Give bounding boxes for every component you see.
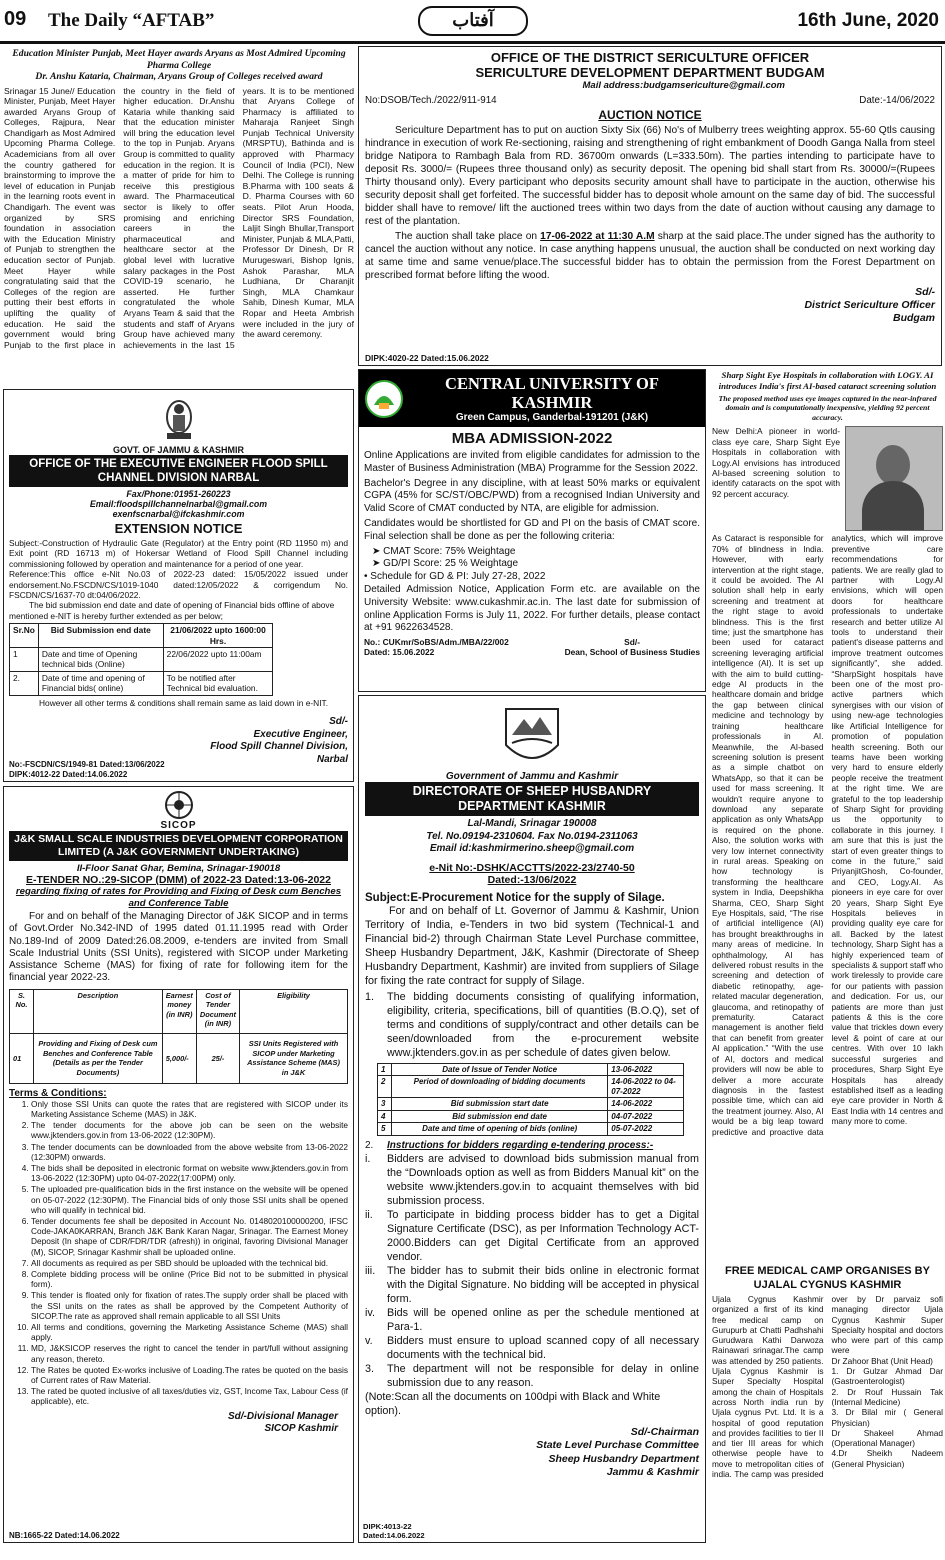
auction-datetime: 17-06-2022 at 11:30 A.M — [540, 231, 655, 242]
article-body: Srinagar 15 June// Education Minister, Punjab, Meet Hayer awarded Aryans Group of Colleges, Rajpura, Near Chandigarh as Most Admired Upcoming Pharma College. Academicians from all over the country gathered for brainstorming to improve the level of education in Punjab in the learning roots event in Chandigarh. The event was organized by SRS foundation in association with the Education Ministry of Punjab to strengthen the education sector of Punjab. Meet Hayer while congratulating said that the Colleges of the region are putting their best efforts in uplifting the quality of education. He said the government would bring Punjab to the first place in the country in the field of higher education. Dr.Anshu Kataria while thanking said that the education minister will bring the education level to the top in Punjab. Aryans Group is committed to quality education in the region. It is a matter of pride for him to receive this prestigious award. The Pharmaceutical sector is likely to offer promising and enriching careers in the pharmaceutical and healthcare sector at the global level with lucrative salary packages in the Post COVID-19 scenario, he asserted. He further congratulated the whole Aryans Team & said that the students and staff of Aryans Group have achieved many achievements in the last 15 years. It is to be mentioned that Aryans College of Pharmacy is affiliated to Maharaja Ranjeet Singh Punjab Technical University (MRSPTU), Bathinda and is approved with Pharmacy Council of India (PCI), New Delhi. The College is running B.Pharma with 100 seats & D. Pharma Courses with 60 seats. Pilot Arun Hooda, Director SRS Foundation, Laljit Singh Bhullar,Transport Minister, Punjab & MLA,Patti, Professor Dr Dinesh, Dr R Murugeswari, Bishop Ignis, Ashok Parashar, MLA Ludhiana, Dr Charanjit Singh, MLA Chamkaur Sahib, Dinesh Kumar, MLA Ropar and Heeta Ambrish were included in the jury of the award ceremony. — [4, 85, 354, 350]
national-emblem-icon — [159, 395, 199, 443]
terms-list — [9, 1099, 348, 1407]
subject-text: Subject:E-Procurement Notice for the supply of Silage. — [365, 891, 665, 904]
note-text: (Note:Scan all the documents on 100dpi with Black and White option). — [365, 1390, 661, 1417]
newspaper-name: The Daily “AFTAB” — [48, 10, 215, 31]
tender-number: E-TENDER NO.:29-SICOP (DMM) of 2022-23 Dated:13-06-2022 — [26, 874, 331, 886]
portrait-photo — [845, 426, 943, 531]
news-aryans-article — [4, 48, 354, 386]
paragraph-1: Online Applications are invited from eligible candidates for admission to the Master of Business Administration (MBA) Programme for the Session 2022. — [364, 450, 700, 474]
article-body: As Cataract is responsible for 70% of blindness in India. However, with early intervention at the right stage, it could be avoided. The AI solution shall help in early screening and treatment at the right stage to avoid blindness. This is the first time; just the smartphone has been used for cataract screening leveraging artificial intelligence (AI). It is set up with the aim to build cutting-edge AI products in the healthcare domain and bridge the gap between clinical medicine and technology by training healthcare professionals in AI. Meanwhile, the AI-based screening solution is present as a simple chatbot on WhatsApp, so that it can be used for mass screening. It wouldn't require anyone to download any separate application as only WhatsApp is required on the phone. Also, the solution works with very low internet connectivity in rural areas. Speaking on how technology is transforming the healthcare system in India, Deepshikha Sharma, CEO, Sharp Sight Eye Hospitals, said, “The rise of artificial intelligence (AI) has brought breakthroughs in many areas of medicine. In ophthalmology, AI has delivered robust results in the screening and detection of diabetic retinopathy, age-related macular degeneration, glaucoma, and retinopathy of prematurity. Cataract management is another field that can benefit from greater AI application.” “With the use of AI, doctors and medical providers will now be able to deliver a more accurate diagnosis in the fastest possible time, which can aid the treatment journey. Also, AI would be a big leap toward predictive and proactive data analytics, which will improve preventive care recommendations for patients. We are really glad to partner with Logy.AI envisions, which will open doors for healthcare professionals to undertake research and better utilize AI tools to understand their patient's disease patterns and improve treatment outcomes significantly”, she added. “SharpSight hospitals have been one of the most pro-active partners which synergises with our vision of using new-age technologies like Artificial Intelligence for promotion of population health screening. Both our teams have been working very hard to ensure elderly people receive the treatment at the right time. We are grateful to the top leadership of Sharp Sight for providing us the opportunity to collaborate in this journey. I am sure that this is just the start of even greater things to come in the future,” said PriyanjitGhosh, Co-founder, and CEO, Logy.AI. As pioneers in eye care for over 20 years, Sharp Sight Eye Hospitals believes in providing quality eye care for all. Backed by the latest technology, Sharp Sight has a highly experienced team of specialists & support staff who work tirelessly to provide care for our patients with passion and dedication. For us, our patients are more than just patients & this is the core value that trickles down every level & point of care at our centres. With over 10 lakh successful surgeries and procedures, Sharp Sight Eye Hospitals has already established itself as a leading eye care provider in North & East India with 14 centres and many more to come. — [712, 533, 943, 1137]
list-item: 4.Dr Sheikh Nadeem (General Physician) — [831, 1448, 943, 1469]
signature-sd: Sd/-Chairman — [630, 1425, 699, 1438]
department-title: DIRECTORATE OF SHEEP HUSBANDRY DEPARTMENT KASHMIR — [365, 782, 699, 816]
govt-label: GOVT. OF JAMMU & KASHMIR — [112, 445, 244, 455]
list-item: ➤ CMAT Score: 75% Weightage — [372, 545, 516, 557]
list-item: 3. Dr Bilal mir ( General Physician) — [831, 1407, 943, 1428]
intro-text: The bid submission end date and date of opening of Financial bids offline of above mentioned e-NIT is hereby further extended as per below; — [9, 600, 335, 621]
newspaper-logo: آفتاب — [418, 6, 528, 36]
signature-sd: Sd/- — [624, 637, 640, 648]
notice-date: Date:-14/06/2022 — [859, 95, 935, 106]
signature-sd: Sd/- — [915, 286, 935, 298]
schedule-table: Sr.No Bid Submission end date 21/06/2022 upto 1600:00 Hrs. 1 Date and time of Opening technical bids (Online) 22/06/2022 upto 11:00am 2. Date of time and opening of Financial bids( online) To be notified after Technical bid evaluation. — [9, 623, 273, 695]
fax-phone: Fax/Phone:01951-260223 — [126, 489, 231, 499]
list-item: 1. Dr Gulzar Ahmad Dar (Gastroenterologist) — [831, 1366, 943, 1387]
govt-label: Government of Jammu and Kashmir — [445, 771, 619, 782]
signature-sd: Sd/- — [329, 716, 348, 728]
table-row: 4 Bid submission end date 04-07-2022 — [378, 1110, 684, 1123]
signatory-place: Budgam — [893, 312, 935, 324]
university-name: CENTRAL UNIVERSITY OF KASHMIR — [445, 374, 659, 412]
notice-paragraph-2: The auction shall take place on 17-06-2022 at 11:30 A.M sharp at the said place.The under signed has the authority to cancel the auction without any notice. In case anything happens unusual, the auction shall be conducted on next working day at same time and same venue/place.The successful bidder has to obtain the permission from the Forest Department on prescribed format before lifting the wood. — [365, 231, 935, 281]
paragraph-2: Bachelor's Degree in any discipline, with at least 50% marks or equivalent CGPA (45% for SC/ST/OBC/PWD) from a recognised Indian University and Valid Score of CMAT conducted by NTA, are eligible for admission. — [364, 477, 700, 515]
dipk-number: DIPK:4020-22 Dated:15.06.2022 — [365, 352, 489, 363]
nb-number: NB:1665-22 Dated:14.06.2022 — [9, 1531, 120, 1540]
email-1: Email:floodspillchannelnarbal@gmail.com — [89, 499, 268, 509]
reference-text: Reference:This office e-Nit No.03 of 2022-23 dated: 15/05/2022 issued under endorsement.No.FSCDN/CS/1019-1040 dated:12/05/2022 & corrigendum No. FSCDN/CS/1637-70 dt:04/06/2022. — [9, 569, 348, 601]
list-item: 9. This tender is floated only for fixation of rates.The supply order shall be placed with the SSI units on the rates as shall be approved by the Competent Authority of SICOP.The rate as approved shall remain applicable to all SSI Units — [31, 1290, 348, 1321]
notice-paragraph-1: Sericulture Department has to put on auction Sixty Six (66) No's of Mulberry trees weighting approx. 55-60 Qtls causing hindrance in execution of work Re-sectioning, raising and strengthening of right embankment of Doodh Ganga Nalla from steel bridge Natipora to Rambagh Bala from RD. 36700m onwards (L=333.50m). The parties intending to participate have to deposit Rs. 3000/= (Rupees three thousand only) as security deposit. The opening bid shall start from Rs. 30000/=(Rupees Thirty thousand only). Every participant who deposits security amount shall have to participate in the auction, otherwise his security deposit shall get forfeited. The successful bidder has to deposit whole amount on the same day of bid. The successful bidder shall have to remove/ lift the auctioned trees within two days from the date of auction without causing any damage to rest of the plantation. — [365, 125, 935, 227]
signatory-place: Jammu & Kashmir — [606, 1466, 699, 1478]
address: Lal-Mandi, Srinagar 190008 — [467, 818, 597, 829]
signatory-division: Flood Spill Channel Division, — [210, 741, 348, 753]
notice-title: AUCTION NOTICE — [598, 108, 702, 122]
department-title: SERICULTURE DEVELOPMENT DEPARTMENT BUDGAM — [475, 65, 825, 80]
notice-body: For and on behalf of Lt. Governor of Jammu & Kashmir, Union Territory of India, e-Tenders in two bid system (Technical-1 and Financial bid-2) through Chairman State Level Purchase committee, Sheep Husbandry Department, J&K, Kashmir (Directorate of Sheep Husbandry Department, Kashmir) are invited from suppliers of Silage for fixing the rate contract for supply of Silage. — [365, 904, 699, 987]
reference-number: No:DSOB/Tech./2022/911-914 — [365, 95, 497, 106]
cuk-mba-admission — [358, 369, 706, 692]
notice-title: EXTENSION NOTICE — [114, 521, 243, 536]
article-subhead: Dr. Anshu Kataria, Chairman, Aryans Group of Colleges received award — [35, 71, 323, 82]
file-number: No:-FSCDN/CS/1949-81 Dated:13/06/2022 — [9, 760, 165, 769]
footer-text: However all other terms & conditions shall remain same as laid down in e-NIT. — [39, 697, 329, 708]
table-row: 1 Date of Issue of Tender Notice 13-06-2022 — [378, 1063, 684, 1076]
schedule-text: • Schedule for GD & PI: July 27-28, 2022 — [364, 571, 546, 583]
email: Email id:kashmirmerino.sheep@gmail.com — [429, 843, 635, 854]
list-item: iv. Bids will be opened online as per the schedule mentioned at Para-1. — [365, 1306, 699, 1333]
signatory: Executive Engineer, — [253, 728, 348, 740]
article-body: Ujala Cygnus Kashmir organized a first of its kind free medical camp on Gurupurb at Chatti Padhshahi Gurudwara Kathi Darwoza Rainawari srinagar.The camp was attended by 250 patients. Ujala Cygnus Kashmir is Super Specialty Hospital among the chain of Hospitals across North india run by Ujala cygnus Pvt. Ltd. It is a hospital of good reputation and provides facilities to tier II and tier III areas for which otherwise people have to move to metropolitan cities of india. The camp was presided over by Dr parvaiz sofi managing director Ujala Cygnus Kashmir Super Specialty hospital and doctors who were part of this camp were Dr Zahoor Bhat (Unit Head) 1. Dr Gulzar Ahmad Dar (Gastroenterologist) 2. Dr Rouf Hussain Tak (Internal Medicine) 3. Dr Bilal mir ( General Physician) Dr Shakeel Ahmad (Operational Manager) 4.Dr Sheikh Nadeem (General Physician) — [712, 1294, 943, 1480]
telephone: Tel. No.09194-2310604. Fax No.0194-2311063 — [426, 830, 638, 842]
list-item: 11. MD, J&KSICOP reserves the right to cancel the tender in part/full without assigning any reason, thereto. — [31, 1343, 348, 1363]
brand-name: SICOP — [160, 820, 197, 831]
dipk-number: DIPK:4013-22 Dated:14.06.2022 — [363, 1522, 425, 1540]
office-title: OFFICE OF THE EXECUTIVE ENGINEER FLOOD SPILL CHANNEL DIVISION NARBAL — [9, 455, 348, 487]
issue-date: 16th June, 2020 — [797, 10, 939, 31]
list-item: ii. To participate in bidding process bidder has to get a Digital Signature Certificate (DSC), as per Information Technology ACT-2000.Bidders can get Digital Certificate from an approved vendor. — [365, 1208, 699, 1263]
list-item: 2. The tender documents for the above job can be seen on the website www.jktenders.gov.in from 13-06-2022 (12:30PM). — [31, 1120, 348, 1140]
masthead — [0, 0, 945, 44]
address: II-Floor Sanat Ghar, Bemina, Srinagar-190018 — [76, 863, 281, 874]
dipk-number: DIPK:4012-22 Dated:14.06.2022 — [9, 770, 128, 779]
university-logo-icon — [364, 379, 404, 419]
signatory: State Level Purchase Committee — [536, 1439, 699, 1451]
list-item: iii. The bidder has to submit their bids online in electronic format with the Digital Signature. No bidding will be accepted in physical form. — [365, 1264, 699, 1305]
sheep-husbandry-notice: Government of Jammu and Kashmir DIRECTORATE OF SHEEP HUSBANDRY DEPARTMENT KASHMIR Lal-Mandi, Srinagar 190008 Tel. No.09194-2310604. Fax No.0194-2311063 Email id:kashmirmerino.sheep@gmail.com e-Nit No:-DSHK/ACCTTS/2022-23/2740-50 Dated:-13/06/2022 Subject:E-Procurement Notice for the supply of Silage. For and on behalf of Lt. Governor of Jammu & Kashmir, Union Territory of India, e-Tenders in two bid system (Technical-1 and Financial bid-2) through Chairman State Level Purchase committee, Sheep Husbandry Department, J&K, Kashmir (Directorate of Sheep Husbandry Department, Kashmir) are invited from suppliers of Silage for fixing the rate contract for supply of Silage. 1. The bidding documents consisting of qualifying information, eligibility, criteria, specifications, bill of quantities (B.O.Q), set of terms and conditions of supply/contract and other details can be seen/downloaded from the e-procurement website www.jktenders.gov.in as per schedule of dates given below. 1 Date of Issue of Tender Notice 13-06-2022 2 Period of downloading of bidding documents 14-06-2022 to 04-07-2022 3 Bid submission start date 14-06-2022 4 Bid submission end date 04-07-2022 5 Date and time of opening of bids (online) 05-07-2022 2. Instructions for bidders regarding e-tendering process:- i. Bidders are advised to download bids submission manual from the “Downloads option as well as from Bidders Manual kit” on the website www.jktenders.gov.in to acquaint themselves with bid submission process. ii. To participate in bidding process bidder has to get a Digital Signature Certificate (DSC), as per Information Technology ACT-2000.Bidders can get Digital Certificate from an approved vendor. iii. The bidder has to submit their bids online in electronic format with the Digital Signature. No bidding will be accepted in physical form. iv. Bids will be opened online as per the schedule mentioned at Para-1. v. Bidders must ensure to upload scanned copy of all necessary documents with the technical bid. 3. The department will not be responsible for delay in online submission due to any reason. (Note:Scan all the documents on 100dpi with Black and White option). Sd/-Chairman State Level Purchase Committee Sheep Husbandry Department Jammu & Kashmir DIPK:4013-22 Dated:14.06.2022 — [358, 695, 706, 1543]
point-2: Instructions for bidders regarding e-tendering process:- — [387, 1139, 654, 1151]
list-item: 2. Dr Rouf Hussain Tak (Internal Medicine) — [831, 1386, 943, 1407]
table-row: 2 Period of downloading of bidding documents 14-06-2022 to 04-07-2022 — [378, 1076, 684, 1098]
list-item: Dr Shakeel Ahmad (Operational Manager) — [831, 1427, 943, 1449]
nit-date: Dated:-13/06/2022 — [487, 873, 577, 886]
table-row: 5 Date and time of opening of bids (online) 05-07-2022 — [378, 1123, 684, 1136]
table-row: 2. Date of time and opening of Financial bids( online) To be notified after Technical bid evaluation. — [10, 671, 273, 695]
list-item: 6. Tender documents fee shall be deposited in Account No. 0148020100000200, IFSC Code-JAKA0KARRAN, Branch J&K Bank Karan Nagar, Srinagar. The Earnest Money Deposit (In shape of CDR/FDR/TDR (afresh)) in original, favoring Divisional Manager (M), SICOP, Srinagar Kashmir shall be uploaded online. — [31, 1216, 348, 1257]
corporation-name: J&K SMALL SCALE INDUSTRIES DEVELOPMENT CORPORATION LIMITED (A J&K GOVERNMENT UNDERTAKING) — [9, 831, 348, 861]
paragraph-3: Candidates would be shortlisted for GD and PI on the basis of CMAT score. Final selection shall be done as per the following criteria: — [364, 517, 700, 542]
article-lead: New Delhi:A pioneer in world-class eye care, Sharp Sight Eye Hospitals in collaboration with Logy.AI envisions has introduced AI-based screening solution to identify cataracts on the spot with 92 percent accuracy. — [712, 426, 840, 499]
email-2: exenfscnarbal@ifckashmir.com — [112, 509, 245, 519]
list-item: i. Bidders are advised to download bids submission manual from the “Downloads option as well as from Bidders Manual kit” on the website www.jktenders.gov.in to acquaint themselves with bid submission process. — [365, 1152, 699, 1207]
tender-regarding: regarding fixing of rates for Providing and Fixing of Desk cum Benches and Conference Table — [15, 886, 342, 909]
point-3: The department will not be responsible for delay in online submission due to any reason. — [387, 1362, 699, 1389]
signatory: SICOP Kashmir — [264, 1423, 338, 1435]
sharp-sight-article — [712, 370, 943, 1260]
list-item: 5. The uploaded pre-qualification bids in the first instance on the website will be opened on 05-07-2022 (12:30PM). The Financial bids of only those SSI units shall be opened who will qualify in technical bid. — [31, 1184, 348, 1215]
schedule-table — [377, 1063, 684, 1136]
signature-sd: Sd/-Divisional Manager — [227, 1410, 338, 1422]
jk-emblem-icon — [502, 705, 562, 771]
article-deck: The proposed method uses eye images captured in the near-infrared domain and is computationally inexpensive, yielding 92 percent accuracy. — [718, 393, 937, 422]
office-title: OFFICE OF THE DISTRICT SERICULTURE OFFICER — [490, 50, 810, 65]
table-row: 01 Providing and Fixing of Desk cum Benches and Conference Table (Details as per the Tender Documents) 5,000/- 25/- SSI Units Registered with SICOP under Marketing Assistance Scheme (MAS) in J&K — [10, 1033, 348, 1083]
list-item: 10. All terms and conditions, governing the Marketing Assistance Scheme (MAS) shall apply. — [31, 1322, 348, 1342]
medical-camp-article — [712, 1264, 943, 1544]
sicop-logo-icon — [161, 790, 197, 820]
list-item: 12. The Rates be quoted Ex-works inclusive of Loading.The rates be quoted on the basis of Current rates of Raw Material. — [31, 1365, 348, 1385]
tender-body: For and on behalf of the Managing Director of J&K SICOP and in terms of Govt.Order No.342-IND of 1995 dated 01.11.1995 read with Order No.189-Ind of 2009 Dated:26.08.2009, e-tenders are invited from Small Scale Industrial Units (SSI Units), registered with SICOP under Marketing Assistance Scheme (MAS) for fixing of rate for following item for the financial year 2022-23. — [9, 911, 348, 984]
sericulture-auction-notice — [358, 46, 942, 366]
admission-title: MBA ADMISSION-2022 — [451, 430, 613, 447]
paragraph-4: Detailed Admission Notice, Application Form etc. are available on the University Website: www.cukashmir.ac.in. The last date for submission of online Application Forms is July 11, 2022. For further details, please contact at +91 9622634528. — [364, 583, 700, 634]
notice-date: Dated: 15.06.2022 — [364, 647, 435, 658]
list-item: v. Bidders must ensure to upload scanned copy of all necessary documents with the technical bid. — [365, 1334, 699, 1361]
list-item: 13. The rated be quoted inclusive of all taxes/duties viz, GST, Income Tax, Labour Cess (if applicable), etc. — [31, 1386, 348, 1406]
list-item: 8. Complete bidding process will be online (Price Bid not to be submitted in physical form). — [31, 1269, 348, 1289]
nit-number: e-Nit No:-DSHK/ACCTTS/2022-23/2740-50 — [429, 861, 635, 874]
point-1: The bidding documents consisting of qualifying information, eligibility, criteria, specifications, bill of quantities (B.O.Q), set of terms and conditions of supply/contract and other details can be seen/downloaded from the e-procurement website www.jktenders.gov.in as per schedule of dates given below. — [387, 990, 699, 1059]
signatory-department: Sheep Husbandry Department — [548, 1452, 699, 1465]
article-headline: Education Minister Punjab, Meet Hayer awards Aryans as Most Admired Upcoming Pharma College — [12, 48, 346, 71]
reference-number: No.: CUKmr/SoBS/Adm./MBA/22/002 — [364, 637, 509, 648]
list-item: Dr Zahoor Bhat (Unit Head) — [831, 1355, 933, 1366]
sicop-tender-notice — [3, 786, 354, 1543]
subject-text: Subject:-Construction of Hydraulic Gate (Regulator) at the Entry point (RD 11950 m) and Exit point (RD 16713 m) of Hokersar Wetland of Flood Spill Channel including commissioning followed by operation and maintenance for a period of one year. — [9, 538, 348, 569]
list-item: 1. Only those SSI Units can quote the rates that are registered with SICOP under its Marketing Assistance Scheme (MAS) in J&K. — [31, 1099, 348, 1119]
tender-table: S. No. Description Earnest money (in INR) Cost of Tender Document (in INR) Eligibility 01 Providing and Fixing of Desk cum Benches and Conference Table (Details as per the Tender Documents) 5,000/- 25/- SSI Units Registered with SICOP under Marketing Assistance Scheme (MAS) in J&K — [9, 989, 348, 1084]
list-item: ➤ GD/PI Score: 25 % Weightage — [372, 558, 519, 570]
signatory: District Sericulture Officer — [804, 299, 935, 311]
list-item: 4. The bids shall be deposited in electronic format on website www.jktenders.gov.in from 13-06-2022 (12:30PM) upto 04-07-2022(17:00PM) only. — [31, 1163, 348, 1183]
signatory: Dean, School of Business Studies — [564, 647, 700, 658]
list-item: 3. The tender documents can be downloaded from the above website from 13-06-2022 (12:30PM) onwards. — [31, 1142, 348, 1162]
page-number: 09 — [4, 8, 27, 30]
table-row: 3 Bid submission start date 14-06-2022 — [378, 1098, 684, 1111]
list-item: 7. All documents as required as per SBD should be uploaded with the technical bid. — [31, 1258, 348, 1268]
terms-title: Terms & Conditions: — [9, 1087, 107, 1099]
article-headline: Sharp Sight Eye Hospitals in collaboration with LOGY. AI introduces India's first AI-based cataract screening solution — [718, 370, 937, 391]
article-headline: FREE MEDICAL CAMP ORGANISES BY UJALAL CYGNUS KASHMIR — [725, 1265, 930, 1291]
table-row: 1 Date and time of Opening technical bids (Online) 22/06/2022 upto 11:00am — [10, 648, 273, 672]
flood-spill-extension-notice — [3, 389, 354, 782]
mail-address: Mail address:budgamsericulture@gmail.com — [582, 80, 785, 91]
campus-address: Green Campus, Ganderbal-191201 (J&K) — [455, 412, 649, 423]
signatory-place: Narbal — [316, 753, 348, 765]
